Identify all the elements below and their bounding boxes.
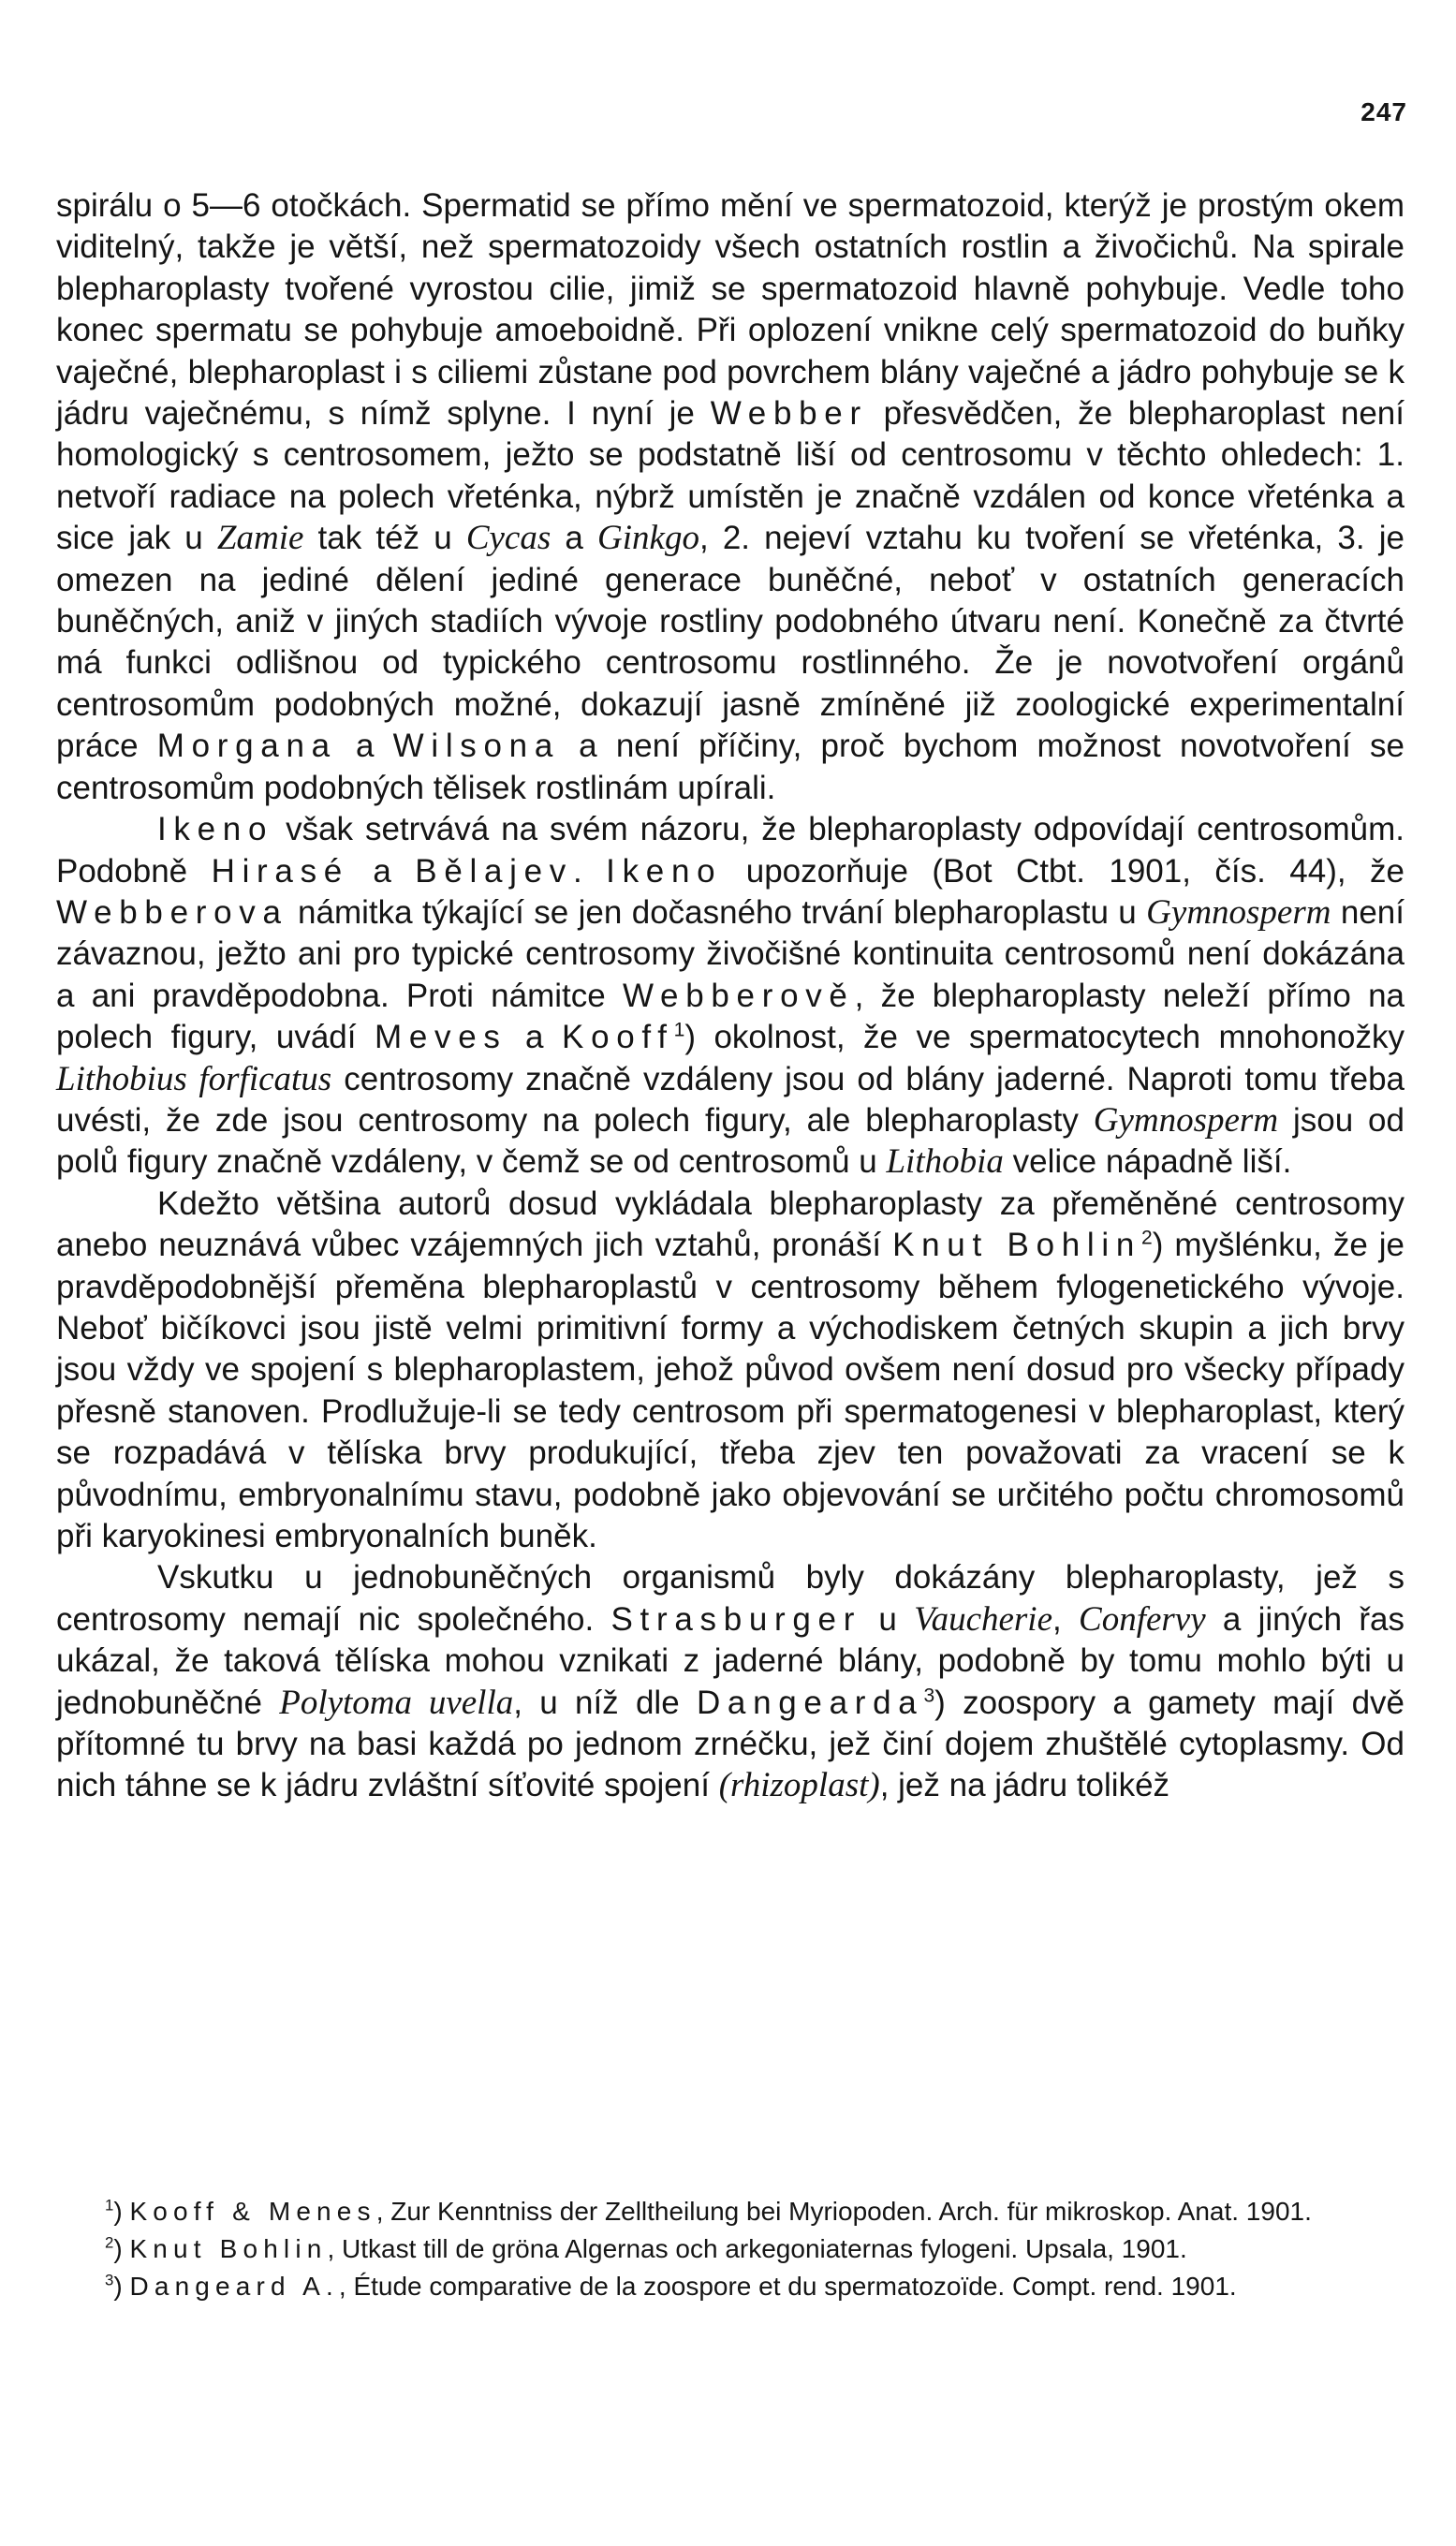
footnote-mark: 3 xyxy=(105,2271,114,2289)
italic-term: Lithobius forficatus xyxy=(56,1059,332,1098)
text-run: a xyxy=(336,728,393,765)
paragraph-1 xyxy=(56,185,1405,809)
spaced-name: Webberova xyxy=(56,893,288,931)
text-run: , u níž dle xyxy=(513,1684,697,1721)
spaced-name: Strasburger xyxy=(610,1600,862,1638)
text-run: však setrvává na svém názoru, že blepharoplasty odpovídají centrosomům. Podobně xyxy=(56,811,1405,890)
spaced-name: Morgana xyxy=(156,728,337,765)
text-run: a není příčiny, proč bychom možnost novotvoření se centrosomům podobných tělisek rostlinám upírali. xyxy=(56,728,1405,806)
spaced-name: Meves xyxy=(374,1019,507,1056)
spaced-name: Bělajev xyxy=(415,852,573,890)
text-run: a jiných řas ukázal, že taková tělíska mohou vznikati z jaderné blány, podobně by tomu mohlo býti u jednobuněčné xyxy=(56,1600,1405,1721)
footnote-author: Knut Bohlin xyxy=(129,2234,328,2263)
text-run: ) myšlénku, že je pravděpodobnější přeměna blepharoplastů v centrosomy během fylogenetického vývoje. Neboť bičíkovci jsou jistě velmi primitivní formy a východiskem četných skupin a jich brvy jsou vždy ve spojení s blepharoplastem, jehož původ ovšem není dosud pro všecky případy přesně stanoven. Prodlužuje-li se tedy centrosom při spermatogenesi v blepharoplast, který se rozpadává v tělíska brvy produkující, třeba zjev ten považovati za vracení se k původnímu, embryonalnímu stavu, podobně jako objevování se určitého počtu chromosomů při karyokinesi embryonalních buněk. xyxy=(56,1227,1405,1554)
italic-term: Ginkgo xyxy=(597,519,699,558)
spaced-name: Ikeno xyxy=(606,852,723,890)
footnote-text: , Utkast till de gröna Algernas och arkegoniaternas fylogeni. Upsala, 1901. xyxy=(327,2234,1187,2263)
italic-term: Lithobia xyxy=(886,1142,1004,1182)
footnotes xyxy=(56,2197,1405,2309)
spaced-name: Hirasé xyxy=(211,852,349,890)
italic-term: Polytoma uvella xyxy=(279,1683,514,1722)
italic-term: Gymnosperm xyxy=(1146,892,1331,932)
text-run: a xyxy=(348,852,416,890)
paragraph-2 xyxy=(56,809,1405,1184)
spaced-name: Knut Bohlin xyxy=(892,1227,1142,1264)
text-run: námitka týkající se jen dočasného trvání blepharoplastu u xyxy=(287,893,1147,931)
page-number: 247 xyxy=(1360,97,1407,126)
text-run: , xyxy=(1052,1600,1080,1638)
footnote-author: Kooff & Menes xyxy=(129,2197,376,2226)
text-run: jsou od polů figury značně vzdáleny, v čemž se od centrosomů u xyxy=(56,1101,1405,1181)
text-run: není závaznou, ježto ani pro typické centrosomy živočišné kontinuita centrosomů není dokázána a ani pravděpodobna. Proti námitce xyxy=(56,893,1405,1014)
text-run: tak též u xyxy=(303,520,466,557)
text-run: Kdežto většina autorů dosud vykládala blepharoplasty za přeměněné centrosomy anebo neuznává vůbec vzájemných jich vztahů, pronáší xyxy=(56,1185,1405,1264)
paragraph-3 xyxy=(56,1184,1405,1558)
italic-term: (rhizoplast) xyxy=(718,1766,880,1805)
paragraph-4 xyxy=(56,1557,1405,1806)
spaced-name: Webber xyxy=(710,395,868,433)
body-text xyxy=(56,185,1405,1807)
spaced-name: Kooff xyxy=(562,1019,674,1056)
text-run: velice nápadně liší. xyxy=(1003,1143,1292,1181)
text-run: centrosomy značně vzdáleny jsou od blány jaderné. Naproti tomu třeba uvésti, že zde jsou centrosomy na polech figury, ale blepharoplasty xyxy=(56,1060,1405,1139)
footnote-text: , Zur Kenntniss der Zelltheilung bei Myriopoden. Arch. für mikroskop. Anat. 1901. xyxy=(375,2197,1312,2226)
text-run: ) okolnost, že ve spermatocytech mnohonožky xyxy=(684,1019,1405,1056)
footnote-author: Dangeard A. xyxy=(129,2272,339,2301)
footnote-mark: 1 xyxy=(105,2196,114,2215)
text-run: upozorňuje (Bot Ctbt. 1901, čís. 44), že xyxy=(722,852,1405,890)
text-run: , jež na jádru tolikéž xyxy=(879,1767,1170,1804)
italic-term: Gymnosperm xyxy=(1093,1100,1279,1140)
text-run: u xyxy=(861,1600,915,1638)
spaced-name: Wilsona xyxy=(392,728,560,765)
spaced-name: Dangearda xyxy=(696,1684,924,1721)
text-run: . xyxy=(573,852,607,890)
italic-term: Zamie xyxy=(216,519,304,558)
italic-term: Confervy xyxy=(1079,1599,1206,1639)
text-run: a xyxy=(551,520,598,557)
footnote-1: $^1$) Kooff & Menes, Zur Kenntniss der Zelltheilung bei Myriopoden. Arch. für mikroskop. Anat. 1901. xyxy=(105,2196,1312,2226)
text-run: , že blepharoplasty neleží přímo na polech figury, uvádí xyxy=(56,977,1405,1056)
text-run: Vskutku u jednobuněčných organismů byly dokázány blepharoplasty, jež s centrosomy nemají nic společného. xyxy=(56,1559,1405,1638)
footnote-3: $^3$) Dangeard A., Étude comparative de la zoospore et du spermatozoïde. Compt. rend. 1901. xyxy=(105,2271,1237,2301)
text-run: a xyxy=(507,1019,563,1056)
text-run: přesvědčen, že blepharoplast není homologický s centrosomem, ježto se podstatně liší od centrosomu v těchto ohledech: 1. netvoří radiace na polech vřeténka, nýbrž umístěn je značně vzdálen od konce vřeténka a sice jak u xyxy=(56,395,1405,557)
footnote-mark: 2 xyxy=(105,2233,114,2252)
italic-term: Vaucherie xyxy=(914,1599,1053,1639)
spaced-name: Webberově xyxy=(622,977,855,1014)
text-run: spirálu o 5—6 otočkách. Spermatid se přímo mění ve spermatozoid, kterýž je prostým okem viditelný, takže je větší, než spermatozoidy všech ostatních rostlin a živočichů. Na spirale blepharoplasty tvořené vyrostou cilie, jimiž se spermatozoid hlavně pohybuje. Vedle toho konec spermatu se pohybuje amoeboidně. Při oplození vnikne celý spermatozoid do buňky vaječné, blepharoplast i s ciliemi zůstane pod povrchem blány vaječné a jádro pohybuje se k jádru vaječnému, s nímž splyne. I nyní je xyxy=(56,187,1405,433)
text-run: ) zoospory a gamety mají dvě přítomné tu brvy na basi každá po jednom zrnéčku, jež činí dojem zhuštělé cytoplasmy. Od nich táhne se k jádru zvláštní síťovité spojení xyxy=(56,1684,1405,1804)
italic-term: Cycas xyxy=(465,519,552,558)
footnote-ref: 2 xyxy=(1141,1227,1153,1249)
footnote-2: $^2$) Knut Bohlin, Utkast till de gröna Algernas och arkegoniaternas fylogeni. Upsala, 1901. xyxy=(105,2233,1187,2263)
spaced-name: Ikeno xyxy=(157,811,274,848)
footnote-text: , Étude comparative de la zoospore et du spermatozoïde. Compt. rend. 1901. xyxy=(338,2272,1237,2301)
footnote-ref: 1 xyxy=(673,1019,685,1041)
text-run: , 2. nejeví vztahu ku tvoření se vřeténka, 3. je omezen na jediné dělení jediné generace buněčné, neboť v ostatních generacích buněčných, aniž v jiných stadiích vývoje rostliny podobného útvaru není. Konečně za čtvrté má funkci odlišnou od typického centrosomu rostlinného. Že je novotvoření orgánů centrosomům podobných možné, dokazují jasně zmíněné již zoologické experimentalní práce xyxy=(56,520,1405,765)
footnote-ref: 3 xyxy=(923,1684,935,1706)
